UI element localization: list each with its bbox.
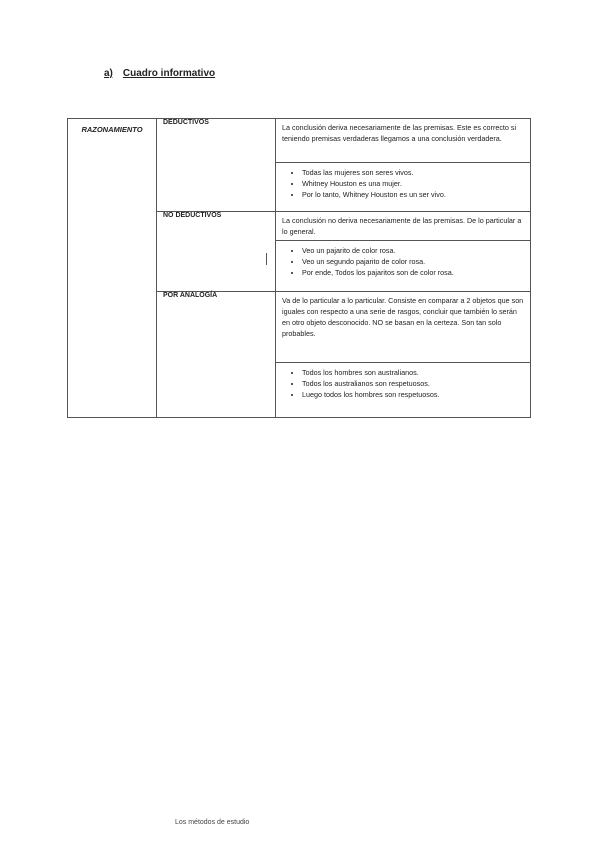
examples-list <box>276 163 530 204</box>
definition-text: Va de lo particular a lo particular. Consiste en comparar a 2 objetos que son iguales con respecto a una serie de rasgos, concluir que también lo serán en otro objeto desconocido. NO se basan en la certeza. Son tan solo probables. <box>282 296 524 338</box>
example-item: • Veo un segundo pajarito de color rosa. <box>302 256 524 267</box>
example-item: • Whitney Houston es una mujer. <box>302 178 524 189</box>
type-cell-no-deductivos <box>157 212 276 292</box>
definition-text: La conclusión no deriva necesariamente de las premisas. De lo particular a lo general. <box>282 216 522 236</box>
example-item: • Por ende, Todos los pajaritos son de color rosa. <box>302 267 524 278</box>
definition-text: La conclusión deriva necesariamente de las premisas. Este es correcto si teniendo premisas verdaderas llegamos a una conclusión verdadera. <box>282 123 517 143</box>
definition-cell <box>276 212 531 241</box>
example-item: • Todos los hombres son australianos. <box>302 367 524 378</box>
root-label: RAZONAMIENTO <box>81 125 143 134</box>
example-item: • Luego todos los hombres son respetuosos. <box>302 389 524 400</box>
examples-cell <box>276 241 531 292</box>
example-item: • Por lo tanto, Whitney Houston es un ser vivo. <box>302 189 524 200</box>
type-cell-deductivos <box>157 119 276 212</box>
definition-cell <box>276 119 531 163</box>
reasoning-table <box>67 118 531 418</box>
type-cell-por-analogia <box>157 292 276 418</box>
type-label: POR ANALOGÍA <box>163 292 218 299</box>
section-letter: a) <box>104 68 113 79</box>
section-heading <box>104 68 215 79</box>
example-item: • Veo un pajarito de color rosa. <box>302 245 524 256</box>
type-label: DEDUCTIVOS <box>163 119 209 126</box>
example-item: • Todos los australianos son respetuosos. <box>302 378 524 389</box>
definition-cell <box>276 292 531 363</box>
example-item: • Todas las mujeres son seres vivos. <box>302 167 524 178</box>
page-footer: Los métodos de estudio <box>175 819 250 826</box>
section-title: Cuadro informativo <box>122 68 216 79</box>
type-label: NO DEDUCTIVOS <box>163 212 222 219</box>
root-cell <box>68 119 157 418</box>
examples-cell <box>276 163 531 212</box>
examples-list <box>276 363 530 404</box>
examples-cell <box>276 363 531 418</box>
examples-list <box>276 241 530 282</box>
text-cursor <box>266 253 267 265</box>
